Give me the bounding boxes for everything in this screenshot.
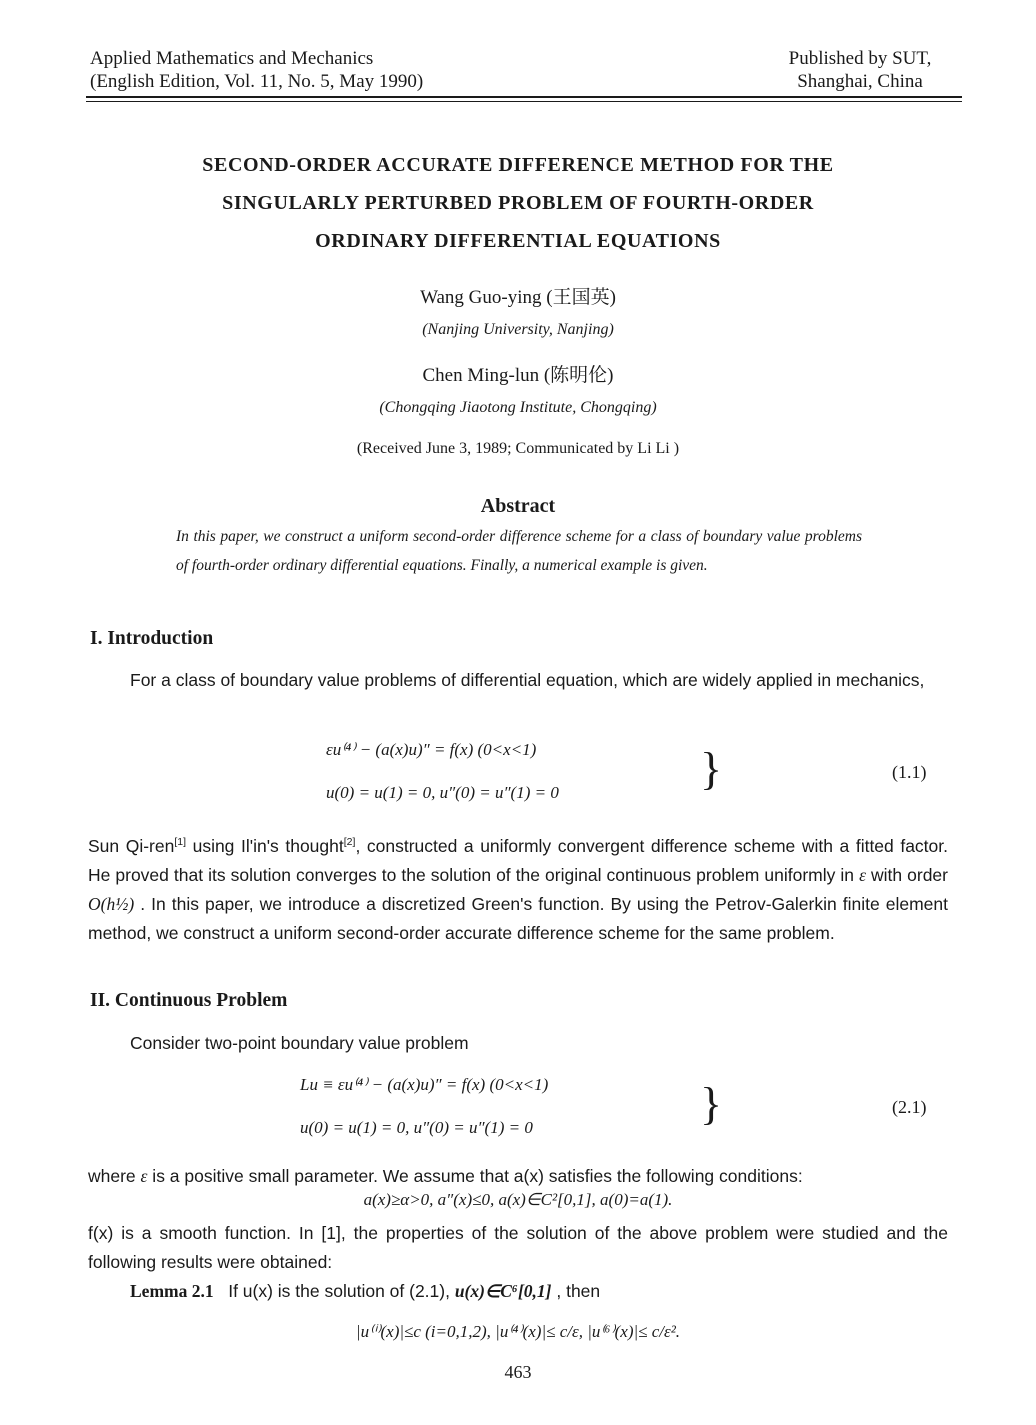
lemma-condition: u(x)∈C⁶[0,1] xyxy=(454,1281,552,1301)
journal-edition: (English Edition, Vol. 11, No. 5, May 1990) xyxy=(90,71,424,92)
equation-1-1-number: (1.1) xyxy=(892,762,927,782)
equation-2-1-number: (2.1) xyxy=(892,1097,927,1117)
lemma-2-1 xyxy=(130,1277,948,1306)
header-rule-thin xyxy=(86,101,962,102)
section-2-para-1: Consider two-point boundary value problem xyxy=(130,1033,469,1053)
para-2-text-c: , constructed a uniformly convergent difference scheme with a fitted factor. He proved that its solution converges to the solution of the original continuous problem uniformly in xyxy=(88,835,948,885)
title-line-3: ORDINARY DIFFERENTIAL EQUATIONS xyxy=(315,230,721,252)
paper-title xyxy=(100,146,936,260)
equation-2-1-line-2: u(0) = u(1) = 0, u″(0) = u″(1) = 0 xyxy=(300,1118,533,1137)
citation-2: [2] xyxy=(343,836,356,848)
lemma-text-b: , then xyxy=(551,1281,601,1301)
journal-header xyxy=(90,47,423,93)
author-2-name: Chen Ming-lun (陈明伦) xyxy=(422,365,614,386)
para-2-text-b: using Il'in's thought xyxy=(186,835,344,856)
section-1-heading: I. Introduction xyxy=(90,628,214,649)
section-2-para-3: f(x) is a smooth function. In [1], the properties of the solution of the above problem were studied and the following results were obtained: xyxy=(88,1223,948,1272)
publisher-header xyxy=(760,47,960,93)
section-1-para-1: For a class of boundary value problems of differential equation, which are widely applied in mechanics, xyxy=(130,670,925,690)
lemma-text-a: If u(x) is the solution of (2.1), xyxy=(228,1281,455,1301)
author-1-name: Wang Guo-ying (王国英) xyxy=(420,287,616,308)
para-2-text-e: . In this paper, we introduce a discretized Green's function. By using the Petrov-Galerkin finite element method, we construct a uniform second-order accurate difference scheme for the same problem. xyxy=(88,893,948,943)
section-2-heading: II. Continuous Problem xyxy=(90,990,288,1011)
section-1-para-2 xyxy=(88,828,948,948)
received-note: (Received June 3, 1989; Communicated by Li Li ) xyxy=(356,440,680,457)
title-line-1: SECOND-ORDER ACCURATE DIFFERENCE METHOD FOR THE xyxy=(202,154,834,176)
equation-2-1-line-1: Lu ≡ εu⁽⁴⁾ − (a(x)u)″ = f(x) (0<x<1) xyxy=(300,1075,549,1094)
publisher-location: Shanghai, China xyxy=(797,71,923,92)
para-2-assumption: is a positive small parameter. We assume that a(x) satisfies the following conditions: xyxy=(147,1166,803,1186)
equation-2-1-brace: } xyxy=(700,1078,723,1129)
equation-1-1-line-2: u(0) = u(1) = 0, u″(0) = u″(1) = 0 xyxy=(326,783,559,802)
conditions-line: a(x)≥α>0, a″(x)≤0, a(x)∈C²[0,1], a(0)=a(1). xyxy=(363,1190,673,1209)
publisher-name: Published by SUT, xyxy=(788,48,932,69)
author-2-affiliation: (Chongqing Jiaotong Institute, Chongqing) xyxy=(379,399,657,416)
abstract-text: In this paper, we construct a uniform second-order difference scheme for a class of boundary value problems of fourth-order ordinary differential equations. Finally, a numerical example is given. xyxy=(176,528,862,574)
para-2-where: where xyxy=(88,1166,141,1186)
lemma-label: Lemma 2.1 xyxy=(130,1281,214,1301)
epsilon-symbol: ε xyxy=(859,864,866,885)
equation-1-1-line-1: εu⁽⁴⁾ − (a(x)u)″ = f(x) (0<x<1) xyxy=(326,740,537,759)
abstract-heading: Abstract xyxy=(480,495,556,517)
para-2-text-d: with order xyxy=(865,864,948,885)
author-1-affiliation: (Nanjing University, Nanjing) xyxy=(422,321,614,338)
equation-1-1-brace: } xyxy=(700,743,723,794)
section-2-para-2 xyxy=(88,1162,948,1191)
citation-1: [1] xyxy=(174,836,187,848)
journal-name: Applied Mathematics and Mechanics xyxy=(90,48,374,69)
lemma-bounds: |u⁽ⁱ⁾(x)|≤c (i=0,1,2), |u⁽⁴⁾(x)|≤ c/ε, |u⁽⁶⁾(x)|≤ c/ε². xyxy=(355,1322,681,1341)
order-expression: O(h½) xyxy=(88,893,135,914)
title-line-2: SINGULARLY PERTURBED PROBLEM OF FOURTH-ORDER xyxy=(222,192,814,214)
header-rule-thick xyxy=(86,96,962,98)
para-2-text-a: Sun Qi-ren xyxy=(88,835,175,856)
epsilon-symbol-2: ε xyxy=(140,1166,148,1186)
page-number: 463 xyxy=(504,1362,532,1382)
